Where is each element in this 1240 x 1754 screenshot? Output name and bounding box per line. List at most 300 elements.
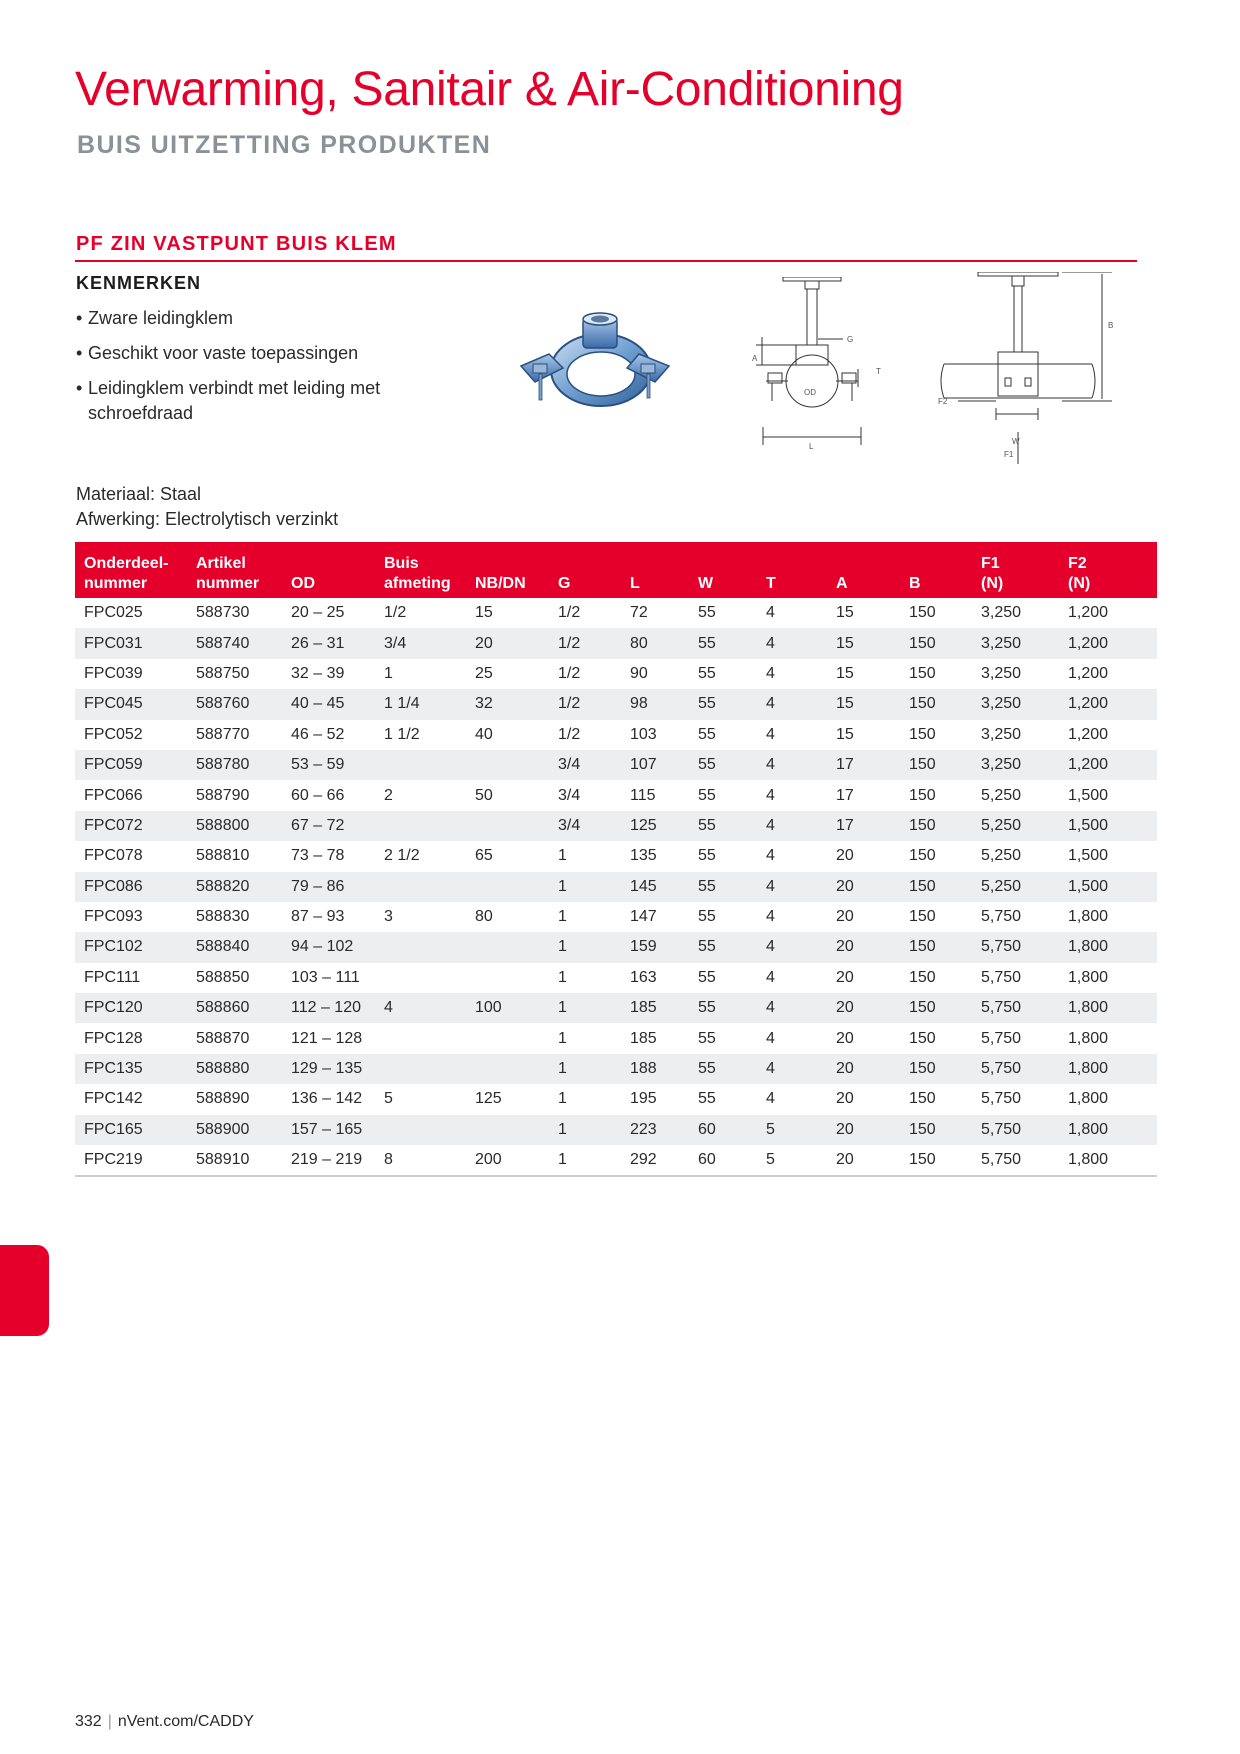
table-cell: 5,750 (972, 932, 1059, 962)
column-header-line2: G (558, 575, 571, 592)
table-cell (466, 872, 549, 902)
table-cell: 3,250 (981, 725, 1022, 743)
table-cell: 5,250 (981, 847, 1022, 865)
table-cell: 5,250 (972, 811, 1059, 841)
table-cell: 1,500 (1068, 847, 1109, 865)
table-cell (375, 872, 466, 902)
table-cell: 4 (766, 1090, 775, 1108)
material-info (76, 482, 338, 532)
table-cell: 3,250 (972, 689, 1059, 719)
table-cell: 15 (475, 604, 493, 622)
table-cell: 115 (630, 786, 656, 804)
material-line: Materiaal: Staal (76, 484, 202, 504)
dimension-label-a: A (752, 354, 758, 363)
table-row (75, 1145, 1157, 1176)
table-cell: 1,800 (1059, 932, 1157, 962)
table-cell: 15 (827, 689, 900, 719)
table-cell: 60 – 66 (291, 786, 345, 804)
table-cell: 55 (698, 908, 716, 926)
column-header-line2: afmeting (384, 575, 451, 592)
table-cell (375, 750, 466, 780)
table-cell: 150 (909, 968, 936, 986)
table-cell: 32 – 39 (291, 664, 345, 682)
column-header-line2: NB/DN (475, 575, 526, 592)
table-cell: 79 – 86 (282, 872, 375, 902)
table-cell: 55 (689, 993, 757, 1023)
table-cell: 20 (836, 1029, 854, 1047)
table-cell: 159 (621, 932, 689, 962)
table-cell: 150 (900, 1145, 972, 1176)
table-cell: 1,200 (1059, 689, 1157, 719)
table-cell: FPC078 (84, 847, 143, 865)
table-cell: 1 (558, 908, 567, 926)
dimension-label-b: B (1108, 321, 1114, 330)
column-header (757, 542, 827, 598)
table-cell: 150 (900, 1054, 972, 1084)
table-cell: 1 (549, 1054, 621, 1084)
table-row (75, 628, 1157, 658)
table-cell: 20 (827, 1054, 900, 1084)
column-header-line2: L (630, 575, 640, 592)
column-header (466, 542, 549, 598)
chapter-tab-marker (0, 1245, 49, 1336)
page-subtitle: BUIS UITZETTING PRODUKTEN (77, 131, 492, 159)
table-cell: 20 (827, 993, 900, 1023)
table-cell: 1/2 (558, 725, 581, 743)
table-cell: 60 (689, 1145, 757, 1176)
table-cell: 5,750 (981, 1029, 1022, 1047)
table-cell: 1 1/2 (384, 725, 420, 743)
table-cell: 20 (836, 968, 854, 986)
table-cell: 3,250 (981, 664, 1022, 682)
column-header (827, 542, 900, 598)
table-row (75, 689, 1157, 719)
column-header-line1: F2 (1068, 555, 1087, 572)
table-cell: 4 (766, 604, 775, 622)
table-cell (466, 1115, 549, 1145)
table-cell: 588830 (196, 908, 250, 926)
table-cell: 3/4 (375, 628, 466, 658)
table-cell: 87 – 93 (291, 908, 345, 926)
table-cell: 67 – 72 (282, 811, 375, 841)
table-cell: 5,750 (981, 968, 1022, 986)
column-header-line2: B (909, 575, 921, 592)
table-row (75, 750, 1157, 780)
table-cell: 20 (836, 908, 854, 926)
table-cell: FPC128 (84, 1029, 143, 1047)
table-cell: 20 – 25 (291, 604, 345, 622)
table-cell: 3,250 (981, 604, 1022, 622)
table-cell: 40 – 45 (282, 689, 375, 719)
table-cell (466, 750, 549, 780)
column-header-line2: (N) (1068, 575, 1091, 592)
table-cell: 5,250 (981, 786, 1022, 804)
dimension-label-l: L (809, 442, 814, 451)
table-cell: 4 (766, 786, 775, 804)
table-cell: 1/2 (384, 604, 407, 622)
table-cell: 4 (766, 1029, 775, 1047)
table-cell: FPC135 (75, 1054, 187, 1084)
table-cell: 3/4 (558, 786, 581, 804)
product-photo (515, 308, 687, 432)
table-cell: 588880 (187, 1054, 282, 1084)
table-cell: FPC120 (75, 993, 187, 1023)
table-row (75, 659, 1157, 689)
table-cell: 55 (689, 628, 757, 658)
table-cell: 145 (621, 872, 689, 902)
table-cell: 4 (766, 847, 775, 865)
table-cell: 1,200 (1068, 604, 1109, 622)
table-cell: 17 (836, 786, 854, 804)
table-cell (375, 1054, 466, 1084)
table-cell (466, 811, 549, 841)
table-cell: 17 (827, 750, 900, 780)
table-cell: 588890 (196, 1090, 250, 1108)
table-cell: FPC045 (75, 689, 187, 719)
table-cell: 4 (757, 689, 827, 719)
table-cell: 1,800 (1059, 1115, 1157, 1145)
table-cell: 588910 (187, 1145, 282, 1176)
section-divider (75, 260, 1137, 262)
table-row (75, 1023, 1157, 1053)
table-cell: 72 (630, 604, 648, 622)
table-cell: 25 (475, 664, 493, 682)
side-dimension-drawing (938, 272, 1122, 468)
table-cell: 1,200 (1059, 750, 1157, 780)
dimension-label-f2: F2 (938, 397, 948, 406)
table-cell: 136 – 142 (291, 1090, 363, 1108)
table-cell: 80 (621, 628, 689, 658)
table-cell: 588730 (196, 604, 250, 622)
footer-separator: | (107, 1713, 112, 1730)
table-cell: 1/2 (549, 689, 621, 719)
table-cell: 1 (558, 1090, 567, 1108)
table-cell (375, 932, 466, 962)
table-cell: FPC142 (84, 1090, 143, 1108)
table-cell: 588800 (187, 811, 282, 841)
table-cell: 112 – 120 (282, 993, 375, 1023)
column-header-line1: Onderdeel- (84, 555, 169, 572)
table-cell: 55 (698, 847, 716, 865)
column-header (375, 542, 466, 598)
table-cell: 8 (375, 1145, 466, 1176)
table-cell: 103 – 111 (291, 968, 360, 986)
table-cell: FPC025 (84, 604, 143, 622)
table-cell: 1 1/4 (375, 689, 466, 719)
table-cell: 5,750 (972, 1054, 1059, 1084)
table-row (75, 902, 1157, 932)
table-cell: 1 (549, 1145, 621, 1176)
table-cell: 60 (689, 1115, 757, 1145)
table-cell: 103 (630, 725, 657, 743)
column-header-line1: F1 (981, 555, 1000, 572)
column-header (900, 542, 972, 598)
column-header-line2: T (766, 575, 776, 592)
table-cell: 5,750 (972, 993, 1059, 1023)
table-cell: 65 (475, 847, 493, 865)
table-cell: 223 (621, 1115, 689, 1145)
table-cell: 588850 (196, 968, 250, 986)
column-header-line1: Artikel (196, 555, 246, 572)
dimension-label-w: W (1012, 437, 1020, 446)
table-cell: 4 (757, 628, 827, 658)
table-cell: 20 (836, 1090, 854, 1108)
table-cell: 98 (621, 689, 689, 719)
feature-item: • Geschikt voor vaste toepassingen (76, 341, 396, 366)
table-cell: 5,750 (981, 908, 1022, 926)
table-body (75, 598, 1157, 1176)
table-cell: 2 (384, 786, 393, 804)
table-cell (466, 1054, 549, 1084)
dimension-label-t: T (876, 367, 881, 376)
table-cell: 588780 (187, 750, 282, 780)
dimension-label-f1: F1 (1004, 450, 1014, 459)
table-cell: FPC093 (84, 908, 143, 926)
table-cell: 4 (757, 750, 827, 780)
table-cell: 3/4 (549, 811, 621, 841)
table-cell: 588770 (196, 725, 250, 743)
table-cell: 1,800 (1068, 1090, 1109, 1108)
table-cell (375, 963, 466, 993)
table-cell: FPC111 (84, 968, 141, 986)
table-header-row (75, 542, 1157, 598)
table-row (75, 1115, 1157, 1145)
table-cell: 588860 (187, 993, 282, 1023)
table-cell: 163 (630, 968, 657, 986)
table-cell: 1 (549, 1115, 621, 1145)
table-cell: 1,800 (1068, 968, 1109, 986)
feature-item: • Zware leidingklem (76, 306, 396, 331)
table-cell: 150 (909, 664, 936, 682)
table-cell: 1,500 (1059, 872, 1157, 902)
table-cell: 150 (909, 1029, 936, 1047)
table-cell: 125 (475, 1090, 502, 1108)
table-row (75, 720, 1157, 750)
table-cell (466, 963, 549, 993)
table-cell: 1,500 (1059, 811, 1157, 841)
table-cell: 185 (621, 993, 689, 1023)
column-header-line1: Buis (384, 555, 419, 572)
specification-table (75, 542, 1157, 1177)
table-cell: 157 – 165 (282, 1115, 375, 1145)
column-header-line2: nummer (84, 575, 148, 592)
table-cell: 15 (827, 628, 900, 658)
table-cell: 4 (757, 932, 827, 962)
table-cell: 588870 (196, 1029, 250, 1047)
column-header-line2: W (698, 575, 714, 592)
table-row (75, 1054, 1157, 1084)
table-cell: 588740 (187, 628, 282, 658)
table-cell: 588790 (196, 786, 250, 804)
table-cell: 150 (900, 811, 972, 841)
table-row (75, 932, 1157, 962)
column-header (621, 542, 689, 598)
table-cell: 150 (909, 725, 936, 743)
table-cell: 4 (766, 664, 775, 682)
table-cell: 150 (900, 993, 972, 1023)
table-cell: FPC072 (75, 811, 187, 841)
table-cell: 73 – 78 (291, 847, 345, 865)
column-header-line2: nummer (196, 575, 260, 592)
table-cell: 4 (757, 872, 827, 902)
table-cell (375, 811, 466, 841)
table-cell: 5 (757, 1145, 827, 1176)
table-cell: 26 – 31 (282, 628, 375, 658)
front-dimension-drawing (748, 277, 898, 453)
table-cell: 1,500 (1068, 786, 1109, 804)
table-cell: 150 (909, 847, 936, 865)
table-row (75, 811, 1157, 841)
table-cell: 1 (558, 968, 567, 986)
table-cell: 1,800 (1059, 993, 1157, 1023)
table-cell: 3 (384, 908, 393, 926)
table-cell: 200 (466, 1145, 549, 1176)
table-cell: 588900 (187, 1115, 282, 1145)
table-cell: 188 (621, 1054, 689, 1084)
footer-site-link[interactable]: nVent.com/CADDY (117, 1713, 254, 1730)
table-cell: 107 (621, 750, 689, 780)
dimension-label-g: G (847, 335, 854, 344)
table-cell: 150 (909, 786, 936, 804)
table-cell: FPC086 (75, 872, 187, 902)
table-cell: 2 1/2 (384, 847, 420, 865)
table-cell: 3,250 (972, 750, 1059, 780)
table-cell: 150 (900, 932, 972, 962)
table-cell: 5 (384, 1090, 393, 1108)
table-cell: 55 (689, 932, 757, 962)
table-cell: 185 (630, 1029, 657, 1047)
table-cell: 5,250 (972, 872, 1059, 902)
table-cell: 55 (698, 1029, 716, 1047)
table-cell: 55 (689, 1054, 757, 1084)
table-cell: 1,200 (1068, 664, 1109, 682)
table-cell: 150 (909, 604, 936, 622)
table-cell: 20 (836, 847, 854, 865)
table-cell: 20 (827, 1145, 900, 1176)
table-row (75, 963, 1157, 993)
table-cell: 32 (466, 689, 549, 719)
finish-line: Afwerking: Electrolytisch verzinkt (76, 509, 339, 529)
table-cell: 1/2 (558, 664, 581, 682)
table-row (75, 780, 1157, 810)
table-cell: 100 (466, 993, 549, 1023)
column-header-line2: OD (291, 575, 315, 592)
table-row (75, 598, 1157, 628)
column-header-line2: (N) (981, 575, 1004, 592)
table-cell: 219 – 219 (282, 1145, 375, 1176)
column-header (187, 542, 282, 598)
table-cell: 588750 (196, 664, 250, 682)
table-cell: 80 (475, 908, 493, 926)
table-cell: 4 (766, 968, 775, 986)
table-cell: 121 – 128 (291, 1029, 363, 1047)
table-cell: 1 (549, 872, 621, 902)
table-cell: 46 – 52 (291, 725, 345, 743)
table-cell: 50 (475, 786, 493, 804)
table-cell: 150 (900, 750, 972, 780)
table-cell: 4 (375, 993, 466, 1023)
table-cell: 20 (827, 932, 900, 962)
table-cell: 4 (757, 1054, 827, 1084)
table-cell: FPC102 (75, 932, 187, 962)
table-cell: 20 (827, 872, 900, 902)
table-cell: 588760 (187, 689, 282, 719)
table-cell: 17 (827, 811, 900, 841)
table-cell: 1 (558, 1029, 567, 1047)
table-cell: FPC059 (75, 750, 187, 780)
table-cell: 3/4 (549, 750, 621, 780)
column-header (1059, 542, 1157, 598)
table-cell: 4 (766, 908, 775, 926)
table-cell: 55 (698, 725, 716, 743)
table-cell: 1 (558, 847, 567, 865)
table-cell: 55 (689, 872, 757, 902)
feature-item: • Leidingklem verbindt met leiding met schroefdraad (76, 376, 396, 426)
table-cell: 588820 (187, 872, 282, 902)
table-cell: FPC066 (84, 786, 143, 804)
table-cell: 150 (900, 872, 972, 902)
table-row (75, 872, 1157, 902)
table-cell: 1,800 (1068, 1029, 1109, 1047)
table-cell: 129 – 135 (282, 1054, 375, 1084)
table-cell: 53 – 59 (282, 750, 375, 780)
table-cell: 55 (689, 750, 757, 780)
table-cell: 20 (827, 1115, 900, 1145)
table-cell: 5,750 (981, 1090, 1022, 1108)
table-cell: 3,250 (972, 628, 1059, 658)
table-cell: FPC052 (84, 725, 143, 743)
table-cell: 150 (909, 908, 936, 926)
page-title: Verwarming, Sanitair & Air-Conditioning (75, 63, 904, 116)
table-cell: 15 (836, 664, 854, 682)
table-cell: FPC165 (75, 1115, 187, 1145)
table-cell: 55 (698, 786, 716, 804)
features-list (76, 306, 396, 436)
dimension-label-od: OD (804, 388, 816, 397)
table-cell: 55 (698, 664, 716, 682)
column-header (972, 542, 1059, 598)
table-cell: 55 (698, 1090, 716, 1108)
table-cell: 1 (384, 664, 393, 682)
column-header (689, 542, 757, 598)
table-cell: 1,200 (1059, 628, 1157, 658)
table-cell: 588840 (187, 932, 282, 962)
column-header-line2: A (836, 575, 848, 592)
column-header (282, 542, 375, 598)
table-cell: 588810 (196, 847, 250, 865)
table-cell: 150 (900, 1115, 972, 1145)
table-cell: 292 (621, 1145, 689, 1176)
table-cell: 5,750 (972, 1145, 1059, 1176)
table-cell (375, 1115, 466, 1145)
column-header (75, 542, 187, 598)
table-cell: 15 (836, 725, 854, 743)
table-cell: FPC219 (75, 1145, 187, 1176)
table-cell (466, 1023, 549, 1053)
table-cell: 5,750 (972, 1115, 1059, 1145)
table-cell: 150 (900, 689, 972, 719)
table-cell: 40 (475, 725, 493, 743)
table-row (75, 841, 1157, 871)
table-cell: 55 (698, 968, 716, 986)
table-cell: 1,200 (1068, 725, 1109, 743)
table-cell: 1,800 (1059, 1145, 1157, 1176)
table-cell: 4 (766, 725, 775, 743)
table-cell: 55 (698, 604, 716, 622)
table-cell: 150 (900, 628, 972, 658)
table-cell: FPC039 (84, 664, 143, 682)
section-title: PF ZIN VASTPUNT BUIS KLEM (76, 233, 397, 255)
